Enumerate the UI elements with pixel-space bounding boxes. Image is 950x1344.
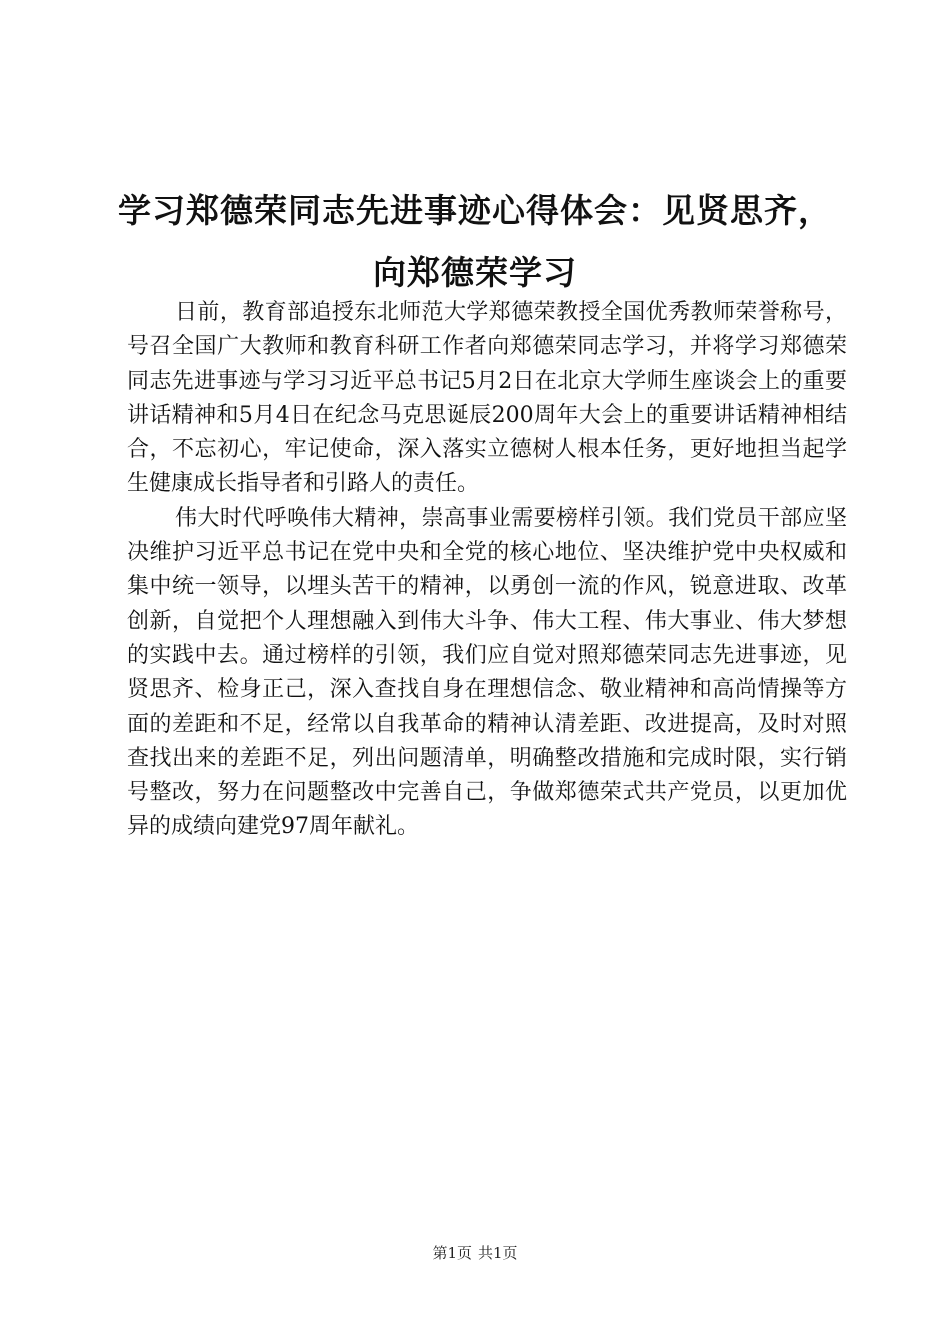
title-line-2: 向郑德荣学习 bbox=[373, 253, 577, 292]
paragraph-1: 日前，教育部追授东北师范大学郑德荣教授全国优秀教师荣誉称号，号召全国广大教师和教育科研工作者向郑德荣同志学习，并将学习郑德荣同志先进事迹与学习习近平总书记5月2日在北京大学师生座谈会上的重要讲话精神和5月4日在纪念马克思诞辰200周年大会上的重要讲话精神相结合，不忘初心，牢记使命，深入落实立德树人根本任务，更好地担当起学生健康成长指导者和引路人的责任。 bbox=[127, 300, 847, 497]
title-line-1: 学习郑德荣同志先进事迹心得体会：见贤思齐， bbox=[118, 191, 832, 230]
document-body bbox=[127, 296, 847, 845]
page-number-current: 第1页 bbox=[432, 1244, 472, 1262]
page-footer bbox=[0, 1243, 950, 1263]
page-number-total: 共1页 bbox=[478, 1244, 518, 1262]
document-title bbox=[90, 180, 860, 304]
paragraph-2: 伟大时代呼唤伟大精神，崇高事业需要榜样引领。我们党员干部应坚决维护习近平总书记在党中央和全党的核心地位、坚决维护党中央权威和集中统一领导，以埋头苦干的精神，以勇创一流的作风，锐意进取、改革创新，自觉把个人理想融入到伟大斗争、伟大工程、伟大事业、伟大梦想的实践中去。通过榜样的引领，我们应自觉对照郑德荣同志先进事迹，见贤思齐、检身正己，深入查找自身在理想信念、敬业精神和高尚情操等方面的差距和不足，经常以自我革命的精神认清差距、改进提高，及时对照查找出来的差距不足，列出问题清单，明确整改措施和完成时限，实行销号整改，努力在问题整改中完善自己，争做郑德荣式共产党员，以更加优异的成绩向建党97周年献礼。 bbox=[127, 505, 847, 840]
